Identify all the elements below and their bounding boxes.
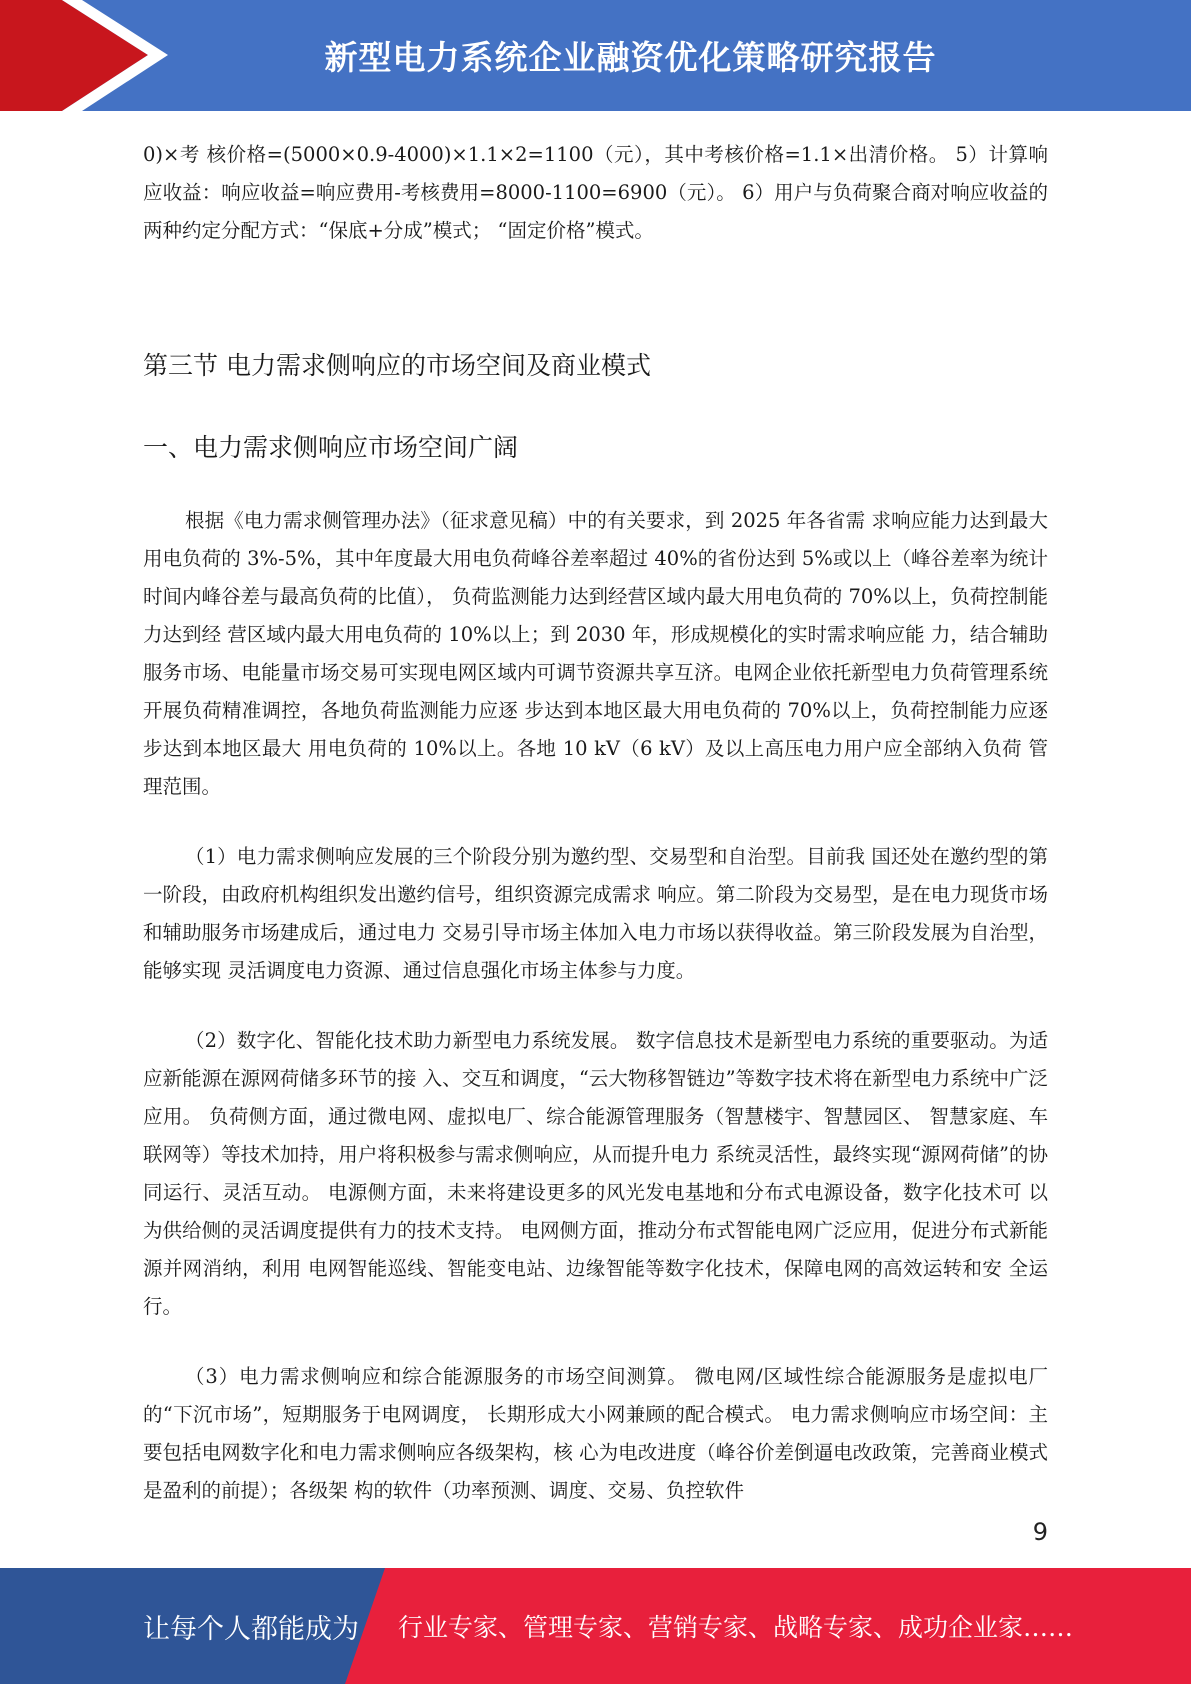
paragraph-digitalization: （2）数字化、智能化技术助力新型电力系统发展。 数字信息技术是新型电力系统的重要驱动。为适应新能源在源网荷储多环节的接 入、交互和调度，“云大物移智链边”等数字技术将在新型电力系统中广泛应用。 负荷侧方面，通过微电网、虚拟电厂、综合能源管理服务（智慧楼宇、智慧园区、 智慧家庭、车联网等）等技术加持，用户将积极参与需求侧响应，从而提升电力 系统灵活性，最终实现“源网荷储”的协同运行、灵活互动。 电源侧方面，未来将建设更多的风光发电基地和分布式电源设备，数字化技术可 以为供给侧的灵活调度提供有力的技术支持。 电网侧方面，推动分布式智能电网广泛应用，促进分布式新能源并网消纳，利用 电网智能巡线、智能变电站、边缘智能等数字化技术，保障电网的高效运转和安 全运行。	[143, 1029, 1048, 1318]
body-text	[143, 502, 1048, 1510]
paragraph-stages: （1）电力需求侧响应发展的三个阶段分别为邀约型、交易型和自治型。目前我 国还处在邀约型的第一阶段，由政府机构组织发出邀约信号，组织资源完成需求 响应。第二阶段为交易型，是在电力现货市场和辅助服务市场建成后，通过电力 交易引导市场主体加入电力市场以获得收益。第三阶段发展为自治型，能够实现 灵活调度电力资源、通过信息强化市场主体参与力度。	[143, 845, 1048, 982]
page-number: 9	[1032, 1518, 1048, 1546]
page-footer	[0, 1568, 1191, 1684]
subsection-heading: 一、电力需求侧响应市场空间广阔	[143, 433, 519, 462]
page-header	[0, 0, 1191, 111]
intro-paragraph: 0)×考 核价格=(5000×0.9-4000)×1.1×2=1100（元），其中考核价格=1.1×出清价格。 5）计算响应收益：响应收益=响应费用-考核费用=8000-1100=6900（元）。 6）用户与负荷聚合商对响应收益的两种约定分配方式：“保底+分成”模式； “固定价格”模式。	[143, 143, 1048, 242]
paragraph-market-size: （3）电力需求侧响应和综合能源服务的市场空间测算。 微电网/区域性综合能源服务是虚拟电厂的“下沉市场”，短期服务于电网调度， 长期形成大小网兼顾的配合模式。 电力需求侧响应市场空间：主要包括电网数字化和电力需求侧响应各级架构，核 心为电改进度（峰谷价差倒逼电改政策，完善商业模式是盈利的前提）；各级架 构的软件（功率预测、调度、交易、负控软件	[143, 1365, 1048, 1502]
paragraph-policy: 根据《电力需求侧管理办法》（征求意见稿）中的有关要求，到 2025 年各省需 求响应能力达到最大用电负荷的 3%-5%，其中年度最大用电负荷峰谷差率超过 40%的省份达到 5%或以上（峰谷差率为统计时间内峰谷差与最高负荷的比值）， 负荷监测能力达到经营区域内最大用电负荷的 70%以上，负荷控制能力达到经 营区域内最大用电负荷的 10%以上；到 2030 年，形成规模化的实时需求响应能 力，结合辅助服务市场、电能量市场交易可实现电网区域内可调节资源共享互济。电网企业依托新型电力负荷管理系统开展负荷精准调控，各地负荷监测能力应逐 步达到本地区最大用电负荷的 70%以上，负荷控制能力应逐步达到本地区最大 用电负荷的 10%以上。各地 10 kV（6 kV）及以上高压电力用户应全部纳入负荷 管理范围。	[143, 509, 1048, 798]
footer-slogan-left: 让每个人都能成为	[143, 1613, 359, 1645]
footer-slogan-right: 行业专家、管理专家、营销专家、战略专家、成功企业家……	[398, 1613, 1074, 1642]
intro-block	[143, 136, 1048, 250]
report-title: 新型电力系统企业融资优化策略研究报告	[324, 38, 937, 77]
section-heading: 第三节 电力需求侧响应的市场空间及商业模式	[143, 351, 651, 380]
